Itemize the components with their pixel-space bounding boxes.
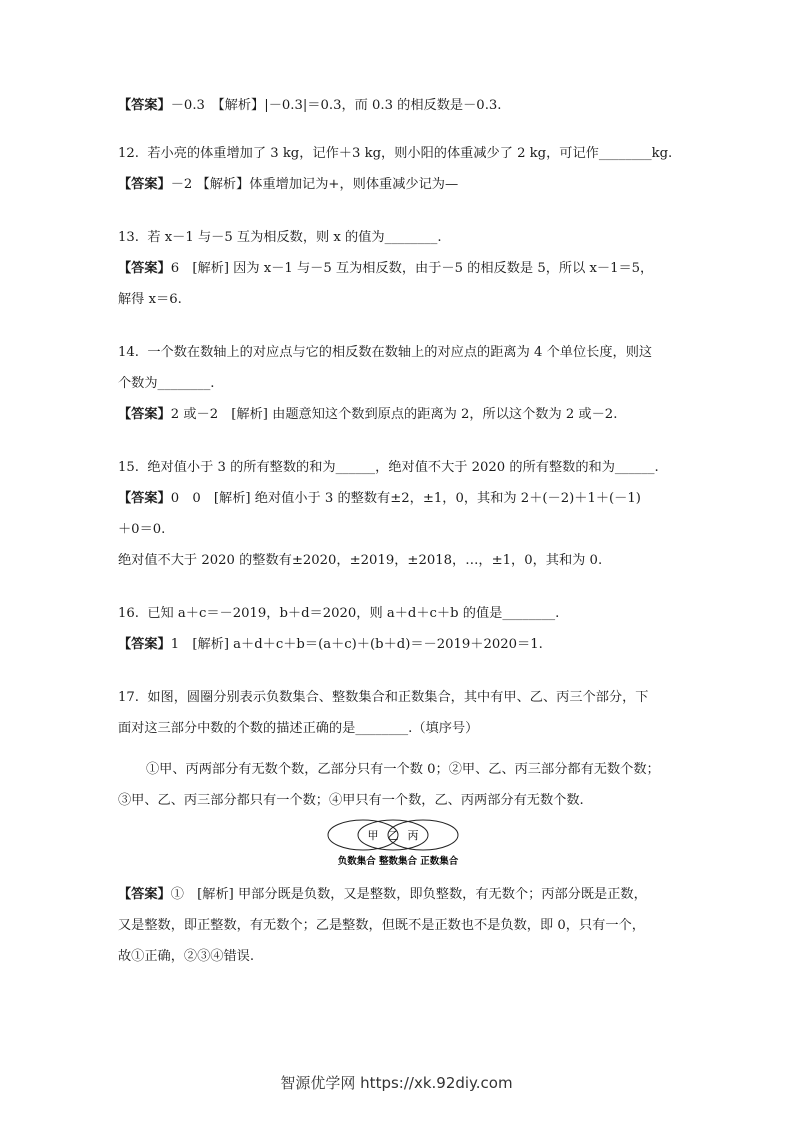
set-labels: 负数集合 整数集合 正数集合 — [337, 856, 459, 867]
q17-option-1: ①甲、丙两部分有无数个数，乙部分只有一个数 0；②甲、乙、丙三部分都有无数个数； — [146, 762, 660, 777]
q14-answer — [118, 405, 617, 425]
q17-answer — [118, 885, 647, 905]
q16-answer-text: 1 [解析] a＋d＋c＋b＝(a＋c)＋(b＋d)＝－2019＋2020＝1. — [170, 637, 543, 652]
q12-answer-text: －2 【解析】体重增加记为+，则体重减少记为— — [170, 177, 459, 192]
region-bing: 丙 — [407, 829, 419, 842]
region-jia: 甲 — [367, 829, 379, 842]
q15-answer — [118, 489, 641, 509]
q14-question-cont: 个数为________. — [118, 376, 215, 391]
q17-answer-cont: 又是整数，即正整数，有无数个；乙是整数，但既不是正数也不是负数，即 0，只有一个， — [118, 918, 645, 933]
q12-question: 12. 若小亮的体重增加了 3 kg，记作＋3 kg，则小阳的体重减少了 2 kg，可记作________kg. — [118, 146, 673, 161]
q13-answer-cont: 解得 x＝6. — [118, 292, 182, 307]
q12-answer — [118, 175, 458, 195]
q13-answer-text: 6 [解析] 因为 x－1 与－5 互为相反数，由于－5 的相反数是 5，所以 x－1＝5， — [170, 261, 654, 276]
answer-label: 【答案】 — [118, 261, 171, 276]
answer-label: 【答案】 — [118, 637, 171, 652]
answer-label: 【答案】 — [118, 407, 171, 422]
q17-answer-text: ① [解析] 甲部分既是负数，又是整数，即负整数，有无数个；丙部分既是正数， — [170, 887, 647, 902]
q15-answer-text: 0 0 [解析] 绝对值小于 3 的整数有±2，±1，0，其和为 2＋(－2)＋1＋(－1) — [170, 491, 641, 506]
q11-answer-text: －0.3 【解析】|－0.3|＝0.3，而 0.3 的相反数是－0.3. — [170, 98, 502, 113]
q11-answer — [118, 96, 501, 116]
region-yi: 乙 — [387, 829, 399, 842]
q15-answer-cont: ＋0＝0. — [118, 522, 166, 537]
answer-label: 【答案】 — [118, 887, 171, 902]
q15-question: 15. 绝对值小于 3 的所有整数的和为______，绝对值不大于 2020 的所有整数的和为______. — [118, 460, 659, 475]
answer-label: 【答案】 — [118, 177, 171, 192]
q17-question-cont: 面对这三部分中数的个数的描述正确的是________.（填序号） — [118, 721, 479, 736]
q13-question: 13. 若 x－1 与－5 互为相反数，则 x 的值为________. — [118, 230, 442, 245]
venn-diagram — [318, 818, 478, 870]
answer-label: 【答案】 — [118, 98, 171, 113]
q17-answer-cont2: 故①正确，②③④错误. — [118, 949, 255, 964]
q14-answer-text: 2 或－2 [解析] 由题意知这个数到原点的距离为 2，所以这个数为 2 或－2. — [170, 407, 618, 422]
q16-question: 16. 已知 a＋c＝－2019，b＋d＝2020，则 a＋d＋c＋b 的值是________. — [118, 606, 560, 621]
q17-question: 17. 如图，圆圈分别表示负数集合、整数集合和正数集合，其中有甲、乙、丙三个部分，下 — [118, 690, 649, 705]
q14-question: 14. 一个数在数轴上的对应点与它的相反数在数轴上的对应点的距离为 4 个单位长度，则这 — [118, 345, 653, 360]
q16-answer — [118, 635, 543, 655]
q15-answer-cont2: 绝对值不大于 2020 的整数有±2020，±2019，±2018，…，±1，0，其和为 0. — [118, 553, 603, 568]
q17-option-2: ③甲、乙、丙三部分都只有一个数；④甲只有一个数，乙、丙两部分有无数个数. — [118, 793, 584, 808]
q13-answer — [118, 259, 653, 279]
site-footer: 智源优学网 https://xk.92diy.com — [280, 1074, 513, 1092]
answer-label: 【答案】 — [118, 491, 171, 506]
